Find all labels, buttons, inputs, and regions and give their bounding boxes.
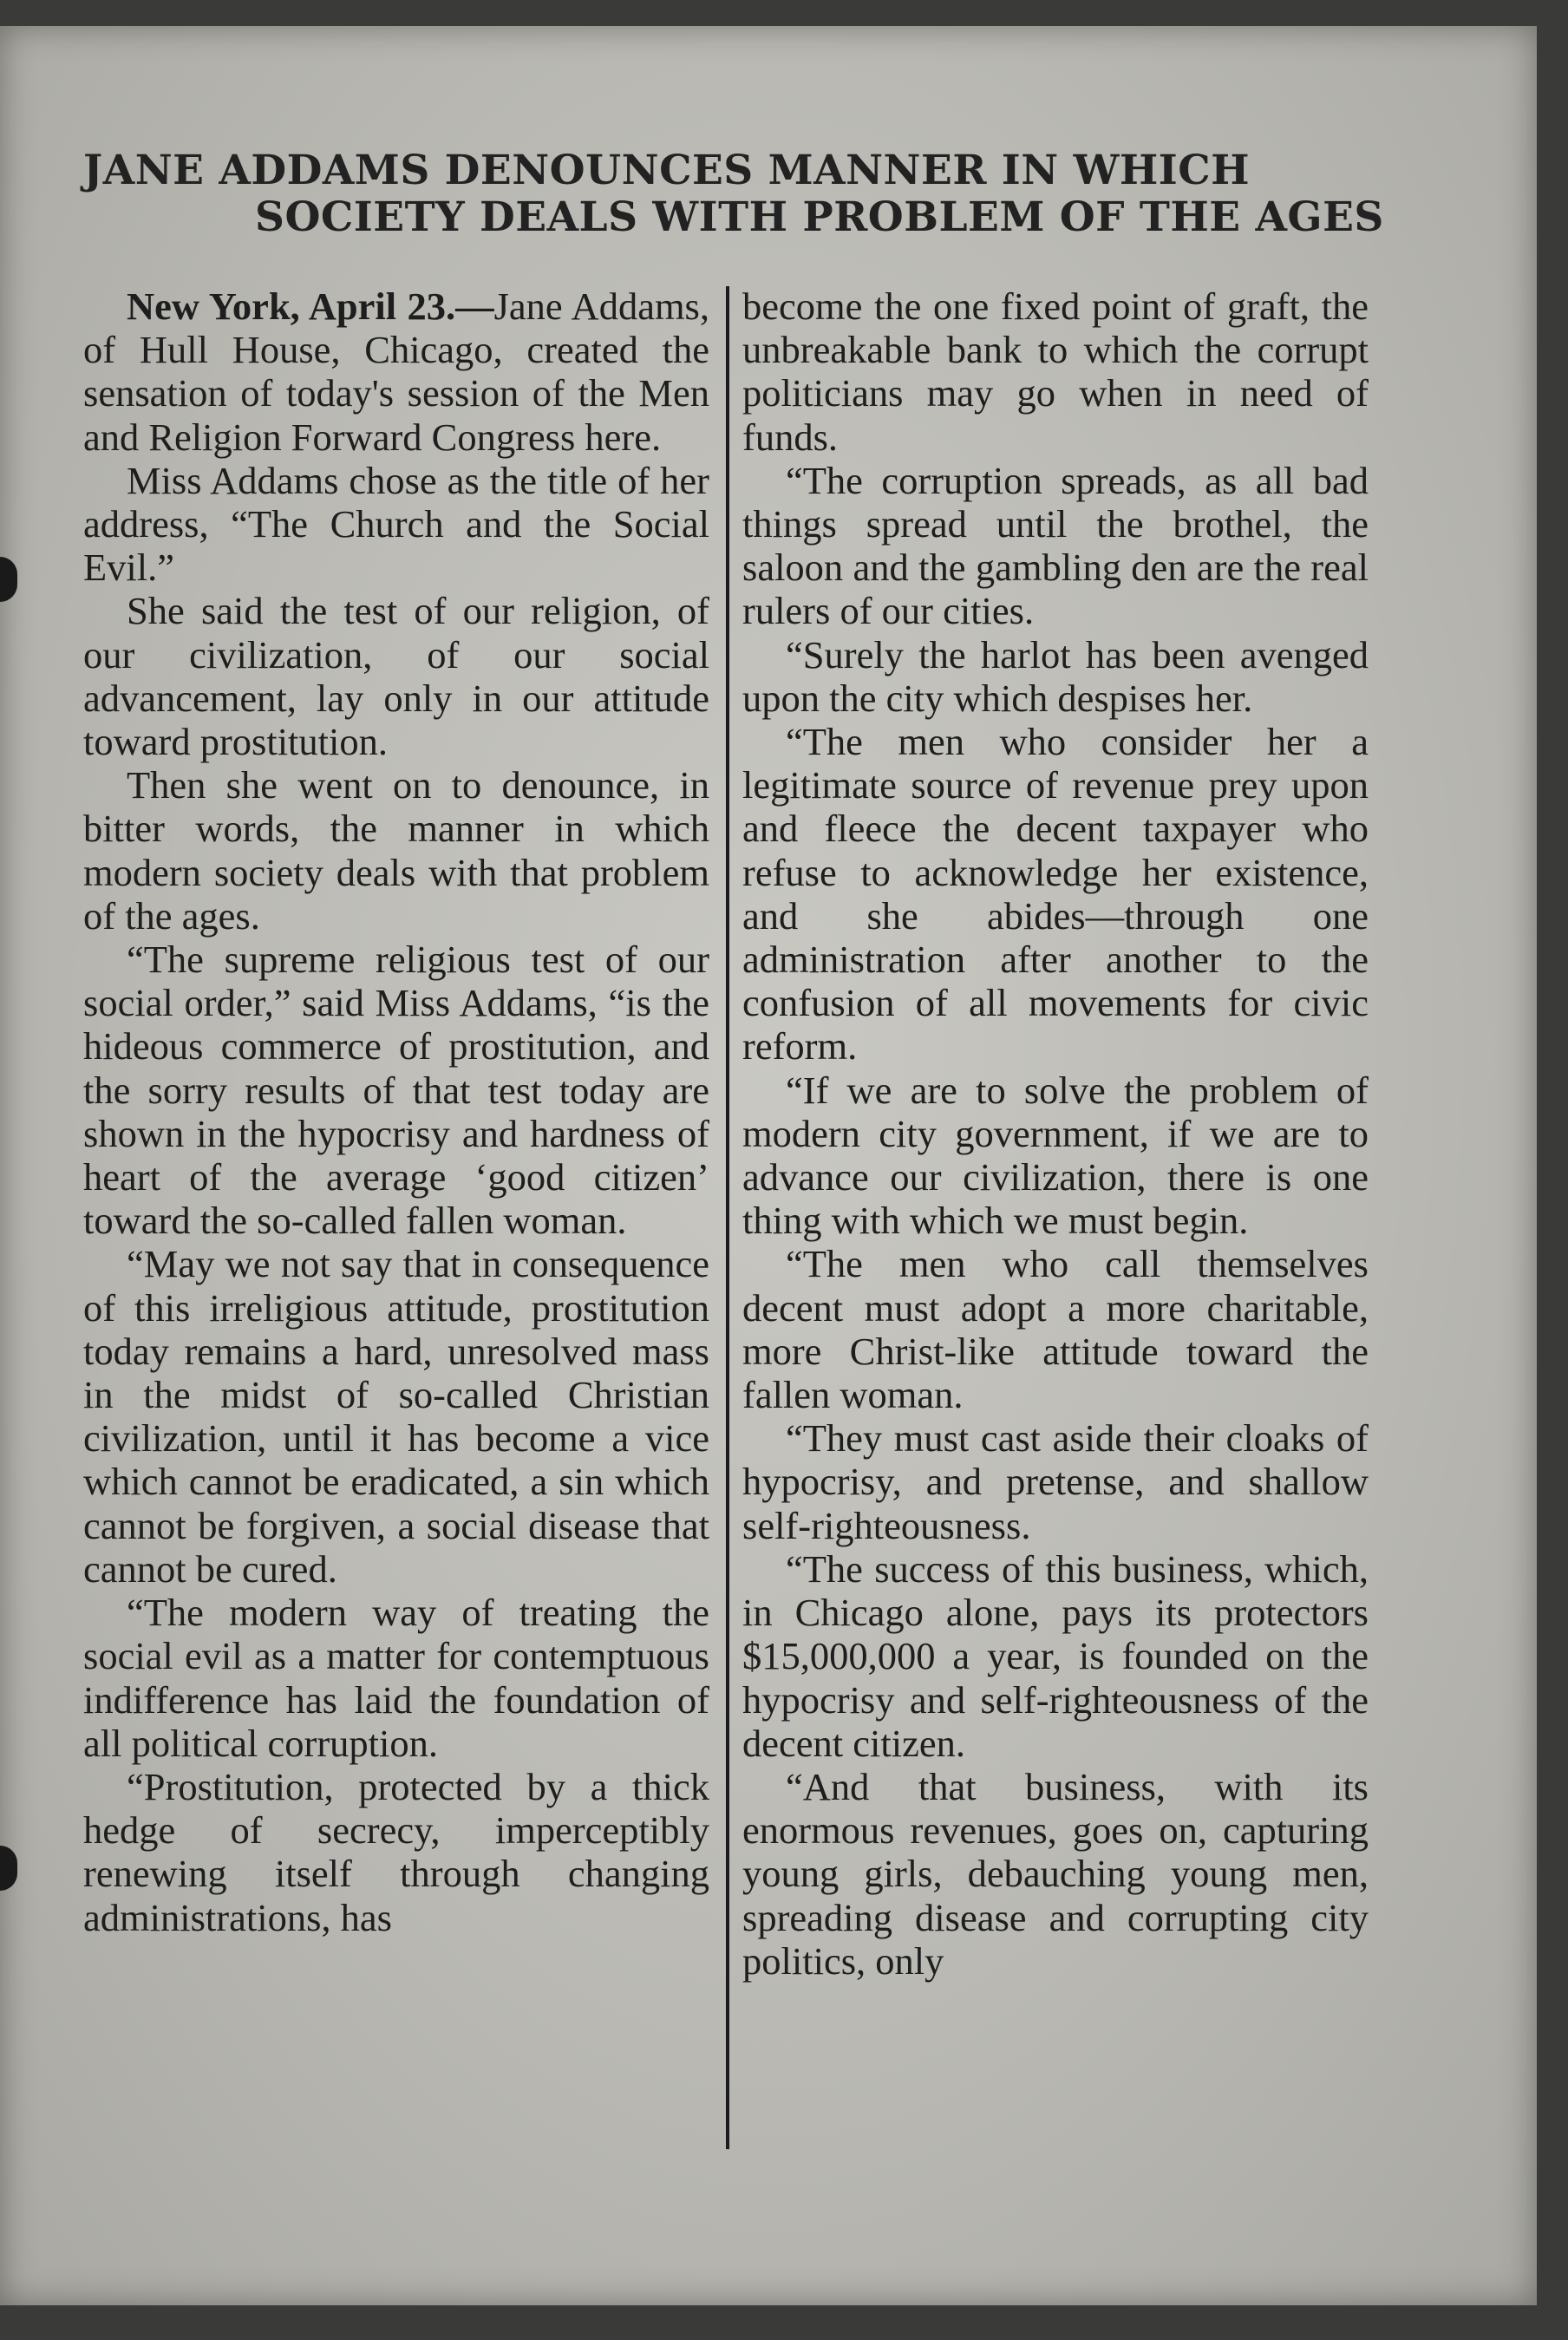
column-rule — [726, 286, 729, 2149]
article-paragraph: Then she went on to denounce, in bitter words, the manner in which modern society deals with that problem of the ages. — [83, 763, 709, 938]
article-paragraph — [83, 284, 709, 459]
newspaper-page — [0, 26, 1537, 2305]
article-paragraph: “If we are to solve the problem of modern city government, if we are to advance our civilization, there is one thing with which we must begin. — [742, 1068, 1369, 1243]
paragraph-text: Jane Addams, of Hull House, Chicago, created the sensation of today's session of the Men and Religion Forward Congress here. — [83, 284, 709, 459]
article-right-column — [742, 284, 1369, 1983]
article-paragraph: “The corruption spreads, as all bad things spread until the brothel, the saloon and the gambling den are the real rulers of our cities. — [742, 458, 1369, 633]
article-paragraph: She said the test of our religion, of our civilization, of our social advancement, lay only in our attitude toward prostitution. — [83, 589, 709, 764]
article-left-column — [83, 284, 709, 1939]
binding-hole — [0, 1846, 17, 1891]
headline — [83, 147, 1384, 241]
article-paragraph: “May we not say that in consequence of this irreligious attitude, prostitution today remains a hard, unresolved mass in the midst of so-called Christian civilization, until it has become a vice which cannot be eradicated, a sin which cannot be forgiven, a social disease that cannot be cured. — [83, 1242, 709, 1591]
article-paragraph: “Surely the harlot has been avenged upon the city which despises her. — [742, 632, 1369, 720]
article-paragraph: “The modern way of treating the social evil as a matter for contemptuous indifference has laid the foundation of all political corruption. — [83, 1591, 709, 1765]
article-paragraph: “The success of this business, which, in Chicago alone, pays its protectors $15,000,000 a year, is founded on the hypocrisy and self-righteousness of the decent citizen. — [742, 1546, 1369, 1765]
article-paragraph: “They must cast aside their cloaks of hypocrisy, and pretense, and shallow self-righteousness. — [742, 1416, 1369, 1547]
article-paragraph: “The men who call themselves decent must adopt a more charitable, more Christ-like attitude toward the fallen woman. — [742, 1242, 1369, 1417]
article-paragraph-continued: become the one fixed point of graft, the unbreakable bank to which the corrupt politicians may go when in need of funds. — [742, 284, 1369, 459]
headline-line-2: SOCIETY DEALS WITH PROBLEM OF THE AGES — [255, 193, 1384, 241]
headline-line-1: JANE ADDAMS DENOUNCES MANNER IN WHICH — [83, 147, 1251, 194]
article-paragraph: Miss Addams chose as the title of her address, “The Church and the Social Evil.” — [83, 458, 709, 590]
article-paragraph: “The supreme religious test of our social order,” said Miss Addams, “is the hideous commerce of prostitution, and the sorry results of that test today are shown in the hypocrisy and hardness of heart of the average ‘good citizen’ toward the so-called fallen woman. — [83, 938, 709, 1243]
article-paragraph: “The men who consider her a legitimate source of revenue prey upon and fleece the decent taxpayer who refuse to acknowledge her existence, and she abides—through one administration after another to the confusion of all movements for civic reform. — [742, 720, 1369, 1069]
article-paragraph: “Prostitution, protected by a thick hedge of secrecy, imperceptibly renewing itself through changing administrations, has — [83, 1764, 709, 1939]
article-paragraph: “And that business, with its enormous revenues, goes on, capturing young girls, debauching young men, spreading disease and corrupting city politics, only — [742, 1764, 1369, 1983]
binding-hole — [0, 557, 17, 602]
dateline: New York, April 23.— — [127, 284, 494, 328]
